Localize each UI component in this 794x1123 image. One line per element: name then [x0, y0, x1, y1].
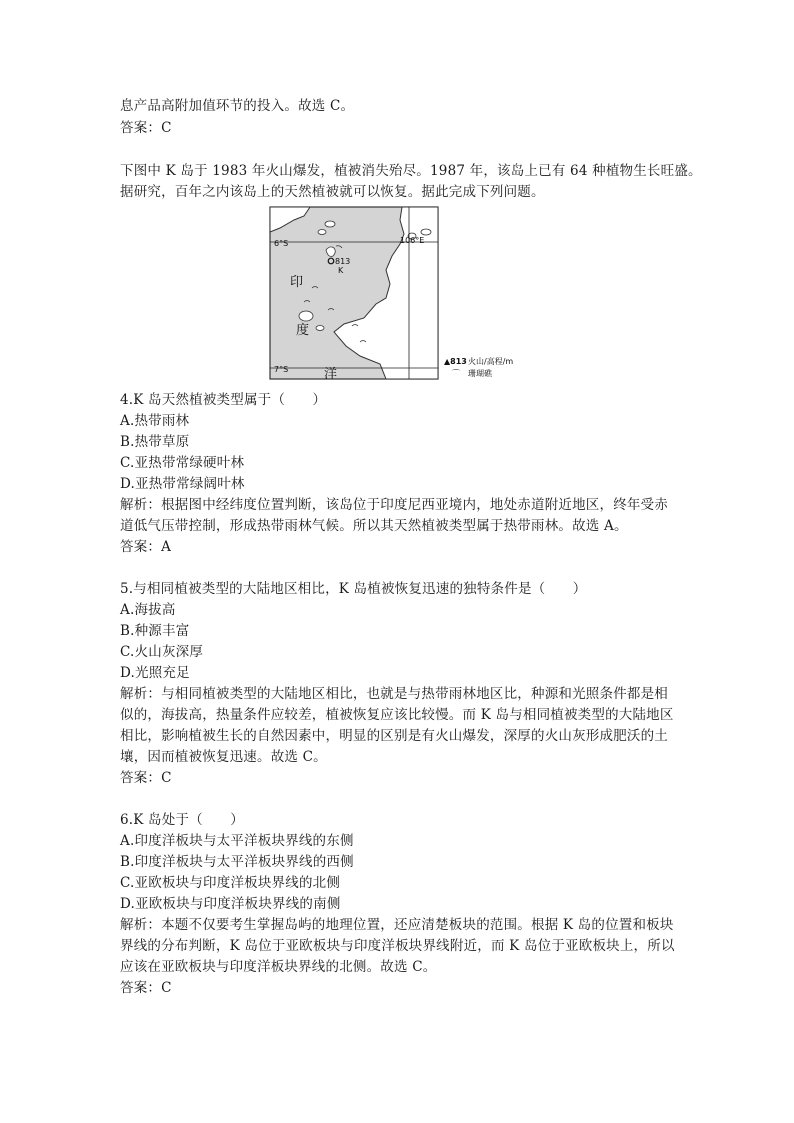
legend-reef-symbol: ⌒	[452, 369, 460, 378]
islet	[316, 326, 324, 331]
q5-option-c: C.火山灰深厚	[120, 644, 204, 660]
q4-option-a: A.热带雨林	[120, 413, 190, 429]
legend-reef-text: 珊瑚礁	[468, 369, 492, 378]
ocean-char-3: 洋	[324, 367, 338, 382]
q6-option-c: C.亚欧板块与印度洋板块界线的北侧	[120, 875, 341, 891]
q5-analysis-4: 壤，因而植被恢复迅速。故选 C。	[120, 749, 327, 765]
legend-volcano-value: ▲813	[444, 357, 467, 366]
q5-analysis-1: 解析：与相同植被类型的大陆地区相比，也就是与热带雨林地区比，种源和光照条件都是相	[120, 686, 668, 702]
ocean-char-2: 度	[296, 323, 310, 338]
q5-stem: 5.与相同植被类型的大陆地区相比，K 岛植被恢复迅速的独特条件是（ ）	[120, 581, 587, 597]
q4-stem: 4.K 岛天然植被类型属于（ ）	[120, 392, 327, 408]
q6-option-a: A.印度洋板块与太平洋板块界线的东侧	[120, 833, 354, 849]
q5-analysis-3: 相比，影响植被生长的自然因素中，明显的区别是有火山爆发，深厚的火山灰形成肥沃的土	[120, 728, 668, 744]
q6-option-b: B.印度洋板块与太平洋板块界线的西侧	[120, 854, 354, 870]
islet	[318, 230, 326, 235]
k-island-map	[268, 206, 536, 382]
intro-text: 息产品高附加值环节的投入。故选 C。	[120, 98, 355, 114]
q4-analysis-2: 道低气压带控制，形成热带雨林气候。所以其天然植被类型属于热带雨林。故选 A。	[120, 518, 628, 534]
q6-stem: 6.K 岛处于（ ）	[120, 812, 244, 828]
q4-option-d: D.亚热带常绿阔叶林	[120, 476, 245, 492]
intro-answer: 答案：C	[120, 120, 172, 136]
q6-option-d: D.亚欧板块与印度洋板块界线的南侧	[120, 896, 341, 912]
islet	[421, 229, 431, 235]
passage-line-2: 据研究，百年之内该岛上的天然植被就可以恢复。据此完成下列问题。	[120, 184, 545, 200]
q6-analysis-3: 应该在亚欧板块与印度洋板块界线的北侧。故选 C。	[120, 959, 437, 975]
islet	[299, 311, 313, 321]
q4-option-c: C.亚热带常绿硬叶林	[120, 455, 245, 471]
islet	[325, 221, 335, 227]
q5-option-d: D.光照充足	[120, 665, 190, 681]
passage-line-1: 下图中 K 岛于 1983 年火山爆发，植被消失殆尽。1987 年，该岛上已有 64 种植物生长旺盛。	[120, 163, 702, 179]
k-island-label: K	[338, 266, 344, 275]
q4-option-b: B.热带草原	[120, 434, 190, 450]
legend-volcano-text: 火山/高程/m	[468, 357, 514, 366]
q4-analysis-1: 解析：根据图中经纬度位置判断，该岛位于印度尼西亚境内，地处赤道附近地区，终年受赤	[120, 497, 668, 513]
lat-top-label: 6°S	[274, 239, 289, 248]
q5-answer: 答案：C	[120, 770, 172, 786]
q5-analysis-2: 似的，海拔高，热量条件应较差，植被恢复应该比较慢。而 K 岛与相同植被类型的大陆地区	[120, 707, 674, 723]
lon-label: 106°E	[400, 236, 425, 245]
q6-analysis-2: 界线的分布判断，K 岛位于亚欧板块与印度洋板块界线附近，而 K 岛位于亚欧板块上，所以	[120, 938, 675, 954]
q5-option-b: B.种源丰富	[120, 623, 190, 639]
ocean-char-1: 印	[290, 275, 304, 290]
volcano-height-label: 813	[335, 257, 351, 266]
q6-answer: 答案：C	[120, 980, 172, 996]
q5-option-a: A.海拔高	[120, 602, 176, 618]
lat-bottom-label: 7°S	[274, 365, 289, 374]
q4-answer: 答案：A	[120, 539, 172, 555]
q6-analysis-1: 解析：本题不仅要考生掌握岛屿的地理位置，还应清楚板块的范围。根据 K 岛的位置和板块	[120, 917, 674, 933]
